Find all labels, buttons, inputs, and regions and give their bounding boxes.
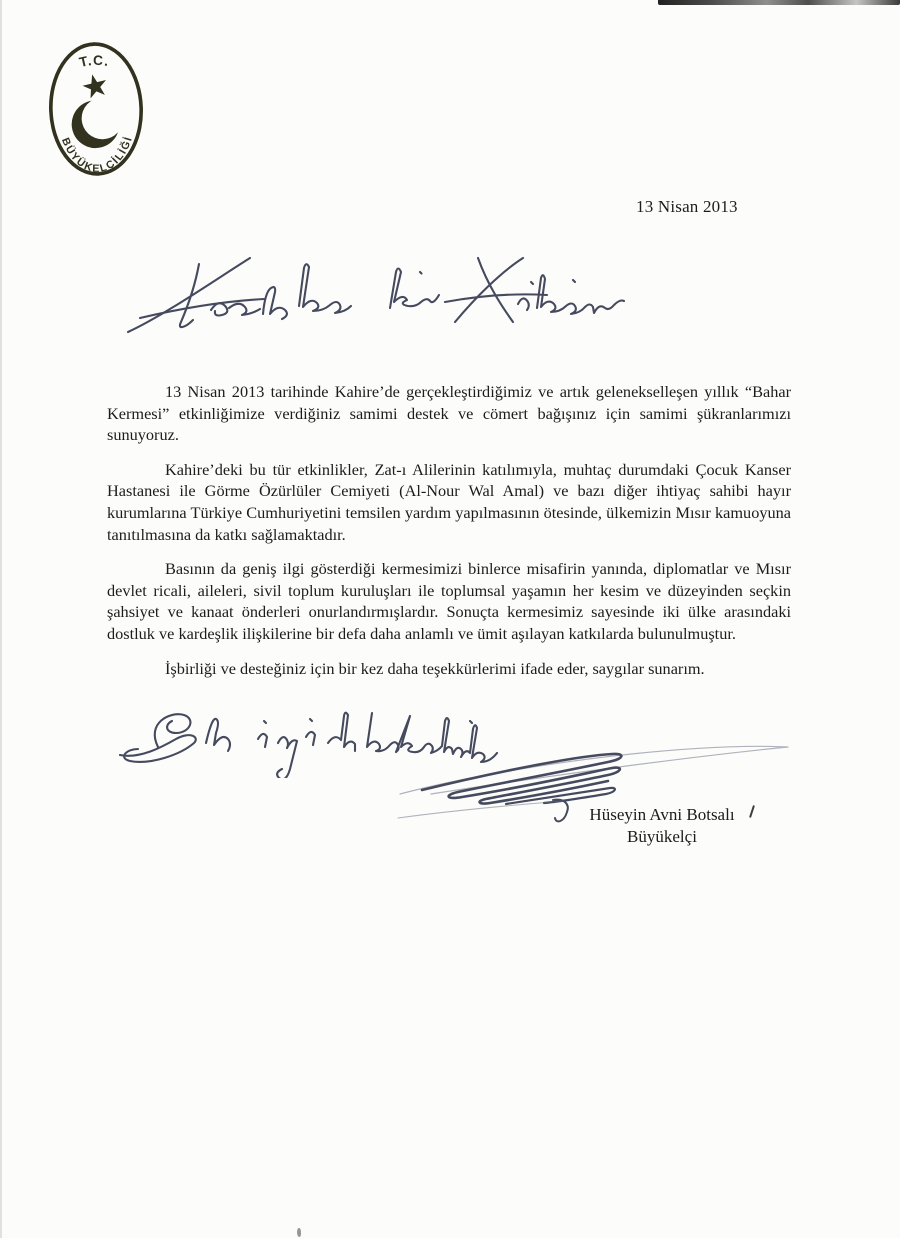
handwritten-salutation	[103, 246, 663, 346]
paragraph-4: İşbirliği ve desteğiniz için bir kez daha teşekkürlerimi ifade eder, saygılar sunarım.	[165, 658, 705, 678]
seal-star-icon	[80, 71, 109, 99]
signatory-name: Hüseyin Avni Botsalı	[589, 805, 735, 824]
signature-block	[546, 804, 778, 848]
letter-date: 13 Nisan 2013	[636, 197, 738, 216]
scan-artifact-left-edge	[0, 0, 2, 1238]
seal-crescent-icon	[71, 97, 124, 149]
seal-bottom-text: BÜYÜKELÇİLİĞİ	[58, 134, 136, 175]
scan-artifact-speck	[297, 1228, 301, 1237]
seal-top-text: T.C.	[77, 52, 111, 71]
embassy-seal-icon	[42, 36, 151, 182]
paragraph-1: 13 Nisan 2013 tarihinde Kahire’de gerçekleştirdiğimiz ve artık gelenekselleşen yıllık “Bahar Kermesi” etkinliğimize verdiğiniz samimi destek ve cömert bağışınız için samimi şükranlarımızı sunuyoruz.	[107, 382, 791, 445]
letter-body	[107, 381, 791, 692]
signatory-title: Büyükelçi	[627, 827, 697, 846]
paragraph-3: Basının da geniş ilgi gösterdiği kermesimizi binlerce misafirin yanında, diplomatlar ve Mısır devlet ricali, aileleri, sivil toplum kuruluşları ile toplumsal yaşamın her kesim ve düzeyinden seçkin şahsiyet ve kanaat önderleri onurlandırmışlardır. Sonuçta kermesimiz sayesinde iki ülke arasındaki dostluk ve kardeşlik ilişkilerine bir defa daha anlamlı ve ümit aşılayan katkılarda bulunulmuştur.	[107, 559, 791, 643]
paragraph-2: Kahire’deki bu tür etkinlikler, Zat-ı Alilerinin katılımıyla, muhtaç durumdaki Çocuk Kanser Hastanesi ile Görme Özürlüler Cemiyeti (Al-Nour Wal Amal) ve bazı diğer ihtiyaç sahibi hayır kurumlarına Türkiye Cumhuriyetini temsilen yardım yapılmasının ötesinde, ülkemizin Mısır kamuoyuna tanıtılmasına da katkı sağlamaktadır.	[107, 459, 791, 544]
scan-artifact-top-bar	[658, 0, 900, 5]
